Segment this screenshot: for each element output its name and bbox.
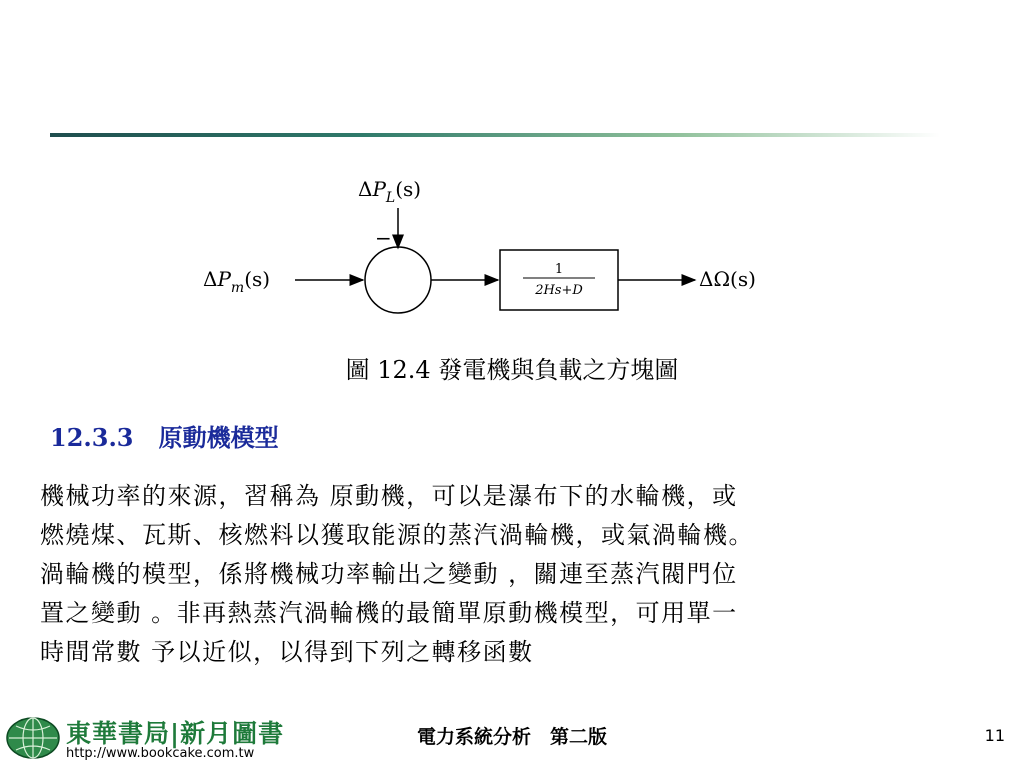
figure-caption: 圖 12.4 發電機與負載之方塊圖 [345, 356, 679, 384]
tf-numerator: 1 [554, 262, 564, 277]
disturbance-label: $\Delta P_L(s)$ [358, 177, 422, 206]
book-title: 電力系統分析 第二版 [416, 726, 607, 748]
section-heading [50, 418, 279, 453]
header-divider [50, 133, 940, 137]
input-label: $\Delta P_m(s)$ [203, 267, 271, 296]
block-diagram [195, 170, 785, 320]
body-paragraph: 機械功率的來源，習稱為 原動機，可以是瀑布下的水輪機，或 燃燒煤、瓦斯、核燃料以獲取能源的蒸汽渦輪機，或氣渦輪機。 渦輪機的模型，係將機械功率輸出之變動 ，關連至蒸汽閥門位 置之變動 。非再熱蒸汽渦輪機的最簡單原動機模型，可用單一 時間常數 予以近似，以得到下列之轉移函數 [40, 482, 754, 666]
summing-junction [365, 247, 431, 313]
tf-denominator: 2Hs+D [535, 283, 583, 298]
section-number: 12.3.3 [50, 423, 134, 452]
transfer-function-block [500, 250, 618, 310]
publisher-name: 東華書局|新月圖書 [66, 719, 285, 748]
publisher-url: http://www.bookcake.com.tw [66, 746, 255, 761]
page-number: 11 [984, 726, 1005, 745]
output-label: ΔΩ(s) [699, 267, 756, 291]
section-title: 原動機模型 [158, 423, 279, 452]
minus-sign: − [375, 226, 392, 250]
